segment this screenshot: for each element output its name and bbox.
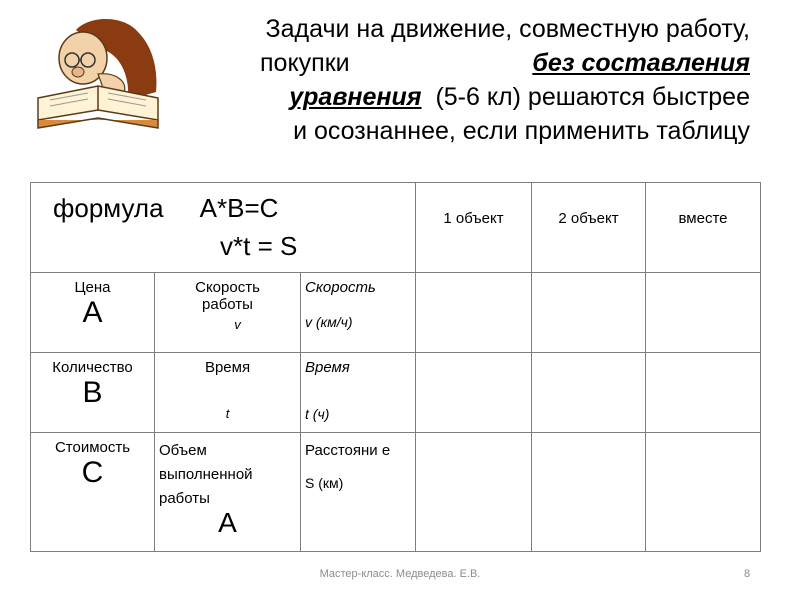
- title-word-purchases: покупки: [260, 49, 350, 77]
- letter-c: С: [81, 456, 104, 489]
- formula-line-1: формула А*В=С: [53, 193, 279, 223]
- work-speed-cell: Скорость работы v: [155, 273, 301, 353]
- table-row: [31, 273, 761, 353]
- time-cell: Время t: [155, 353, 301, 433]
- column-header-object-1: 1 объект: [416, 183, 532, 273]
- work-volume-cell: Объем выполненной работы А: [155, 433, 301, 552]
- title-grade-note: (5-6 кл) решаются быстрее: [435, 83, 750, 111]
- page-number: 8: [744, 568, 751, 580]
- title-line-3: [160, 80, 750, 114]
- empty-cell: [416, 273, 532, 353]
- formula-line-2: v*t = S: [220, 231, 298, 261]
- row-label-cost: Стоимость С: [31, 433, 155, 552]
- title-emphasis-without-equations: без составления: [532, 49, 750, 77]
- empty-cell: [646, 433, 761, 552]
- empty-cell: [532, 273, 646, 353]
- letter-b: В: [82, 376, 103, 409]
- speed-cell: Скорость v (км/ч): [301, 273, 416, 353]
- title-line-1: Задачи на движение, совместную работу,: [265, 15, 750, 43]
- empty-cell: [416, 353, 532, 433]
- title-line-2: [160, 46, 750, 80]
- reading-man-illustration: [28, 12, 168, 140]
- time-kmh-cell: Время t (ч): [301, 353, 416, 433]
- empty-cell: [416, 433, 532, 552]
- empty-cell: [646, 353, 761, 433]
- slide-footer: Мастер-класс. Медведева. Е.В.: [319, 568, 481, 580]
- slide-title: [160, 12, 750, 148]
- row-label-quantity: Количество В: [31, 353, 155, 433]
- empty-cell: [532, 433, 646, 552]
- formula-cell: [31, 183, 416, 273]
- row-label-price: Цена А: [31, 273, 155, 353]
- empty-cell: [532, 353, 646, 433]
- table-row: [31, 433, 761, 552]
- letter-a: А: [82, 296, 103, 329]
- table-row: [31, 353, 761, 433]
- column-header-together: вместе: [646, 183, 761, 273]
- title-emphasis-equations: уравнения: [289, 83, 422, 111]
- column-header-object-2: 2 объект: [532, 183, 646, 273]
- table-header-row: [31, 183, 761, 273]
- empty-cell: [646, 273, 761, 353]
- distance-cell: Расстояни е S (км): [301, 433, 416, 552]
- title-line-4: и осознаннее, если применить таблицу: [293, 117, 750, 145]
- method-table: [30, 182, 761, 552]
